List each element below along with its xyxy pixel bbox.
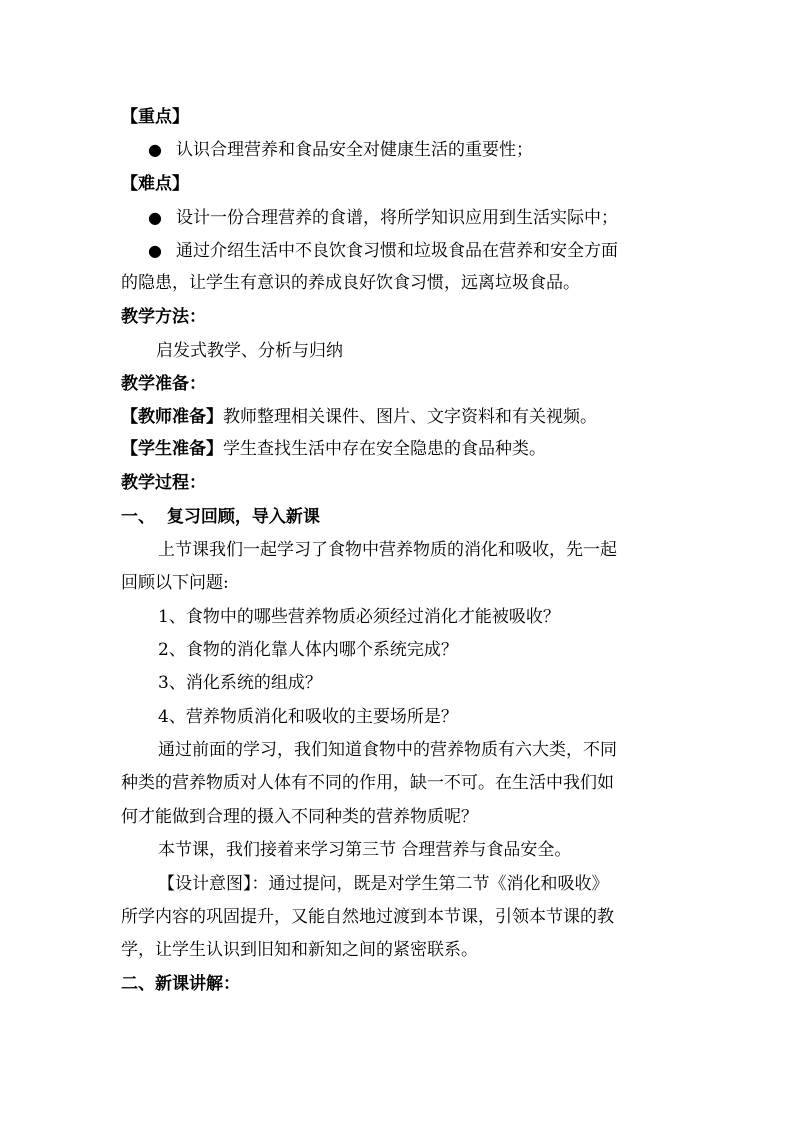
paragraph-line: 通过前面的学习，我们知道食物中的营养物质有六大类，不同 <box>158 740 617 760</box>
difficulty-item <box>148 207 708 229</box>
method-content: 启发式教学、分析与归纳 <box>156 341 343 361</box>
difficulty-item <box>148 240 708 262</box>
method-heading: 教学方法： <box>121 307 206 327</box>
teacher-preparation-text: 教师整理相关课件、图片、文字资料和有关视频。 <box>223 407 597 427</box>
question-item: 1、食物中的哪些营养物质必须经过消化才能被吸收？ <box>158 607 560 627</box>
this-lesson-line: 本节课，我们接着来学习第三节 合理营养与食品安全。 <box>158 840 572 860</box>
student-preparation-label: 【学生准备】 <box>121 439 223 459</box>
student-preparation <box>121 438 681 460</box>
paragraph-line: 何才能做到合理的摄入不同种类的营养物质呢？ <box>121 807 478 827</box>
difficulties-heading: 【难点】 <box>121 174 189 194</box>
student-preparation-text: 学生查找生活中存在安全隐患的食品种类。 <box>223 439 546 459</box>
teacher-preparation <box>121 406 681 428</box>
design-intent-line: 学，让学生认识到旧知和新知之间的紧密联系。 <box>121 940 478 960</box>
bullet-icon: ● <box>148 241 162 260</box>
bullet-icon: ● <box>148 208 162 227</box>
difficulty-text: 通过介绍生活中不良饮食习惯和垃圾食品在营养和安全方面 <box>176 241 618 261</box>
section1-heading: 一、 复习回顾，导入新课 <box>121 507 320 527</box>
key-points-heading: 【重点】 <box>121 107 189 127</box>
question-item: 3、消化系统的组成？ <box>158 673 322 693</box>
difficulty-text: 设计一份合理营养的食谱，将所学知识应用到生活实际中； <box>176 208 618 228</box>
key-point-text: 认识合理营养和食品安全对健康生活的重要性； <box>176 140 533 160</box>
process-heading: 教学过程： <box>121 473 206 493</box>
design-intent-line: 【设计意图】：通过提问，既是对学生第二节《消化和吸收》 <box>158 874 609 894</box>
bullet-icon: ● <box>148 140 162 159</box>
design-intent-line: 所学内容的巩固提升，又能自然地过渡到本节课，引领本节课的教 <box>121 907 614 927</box>
difficulty-continuation: 的隐患，让学生有意识的养成良好饮食习惯，远离垃圾食品。 <box>121 273 580 293</box>
intro-line: 回顾以下问题: <box>121 573 229 593</box>
paragraph-line: 种类的营养物质对人体有不同的作用，缺一不可。在生活中我们如 <box>121 773 614 793</box>
intro-line: 上节课我们一起学习了食物中营养物质的消化和吸收，先一起 <box>158 540 617 560</box>
teacher-preparation-label: 【教师准备】 <box>121 407 223 427</box>
section2-heading: 二、新课讲解： <box>121 974 240 994</box>
key-point-item <box>148 139 708 161</box>
question-item: 4、营养物质消化和吸收的主要场所是？ <box>158 707 458 727</box>
question-item: 2、食物的消化靠人体内哪个系统完成？ <box>158 640 458 660</box>
preparation-heading: 教学准备： <box>121 374 206 394</box>
